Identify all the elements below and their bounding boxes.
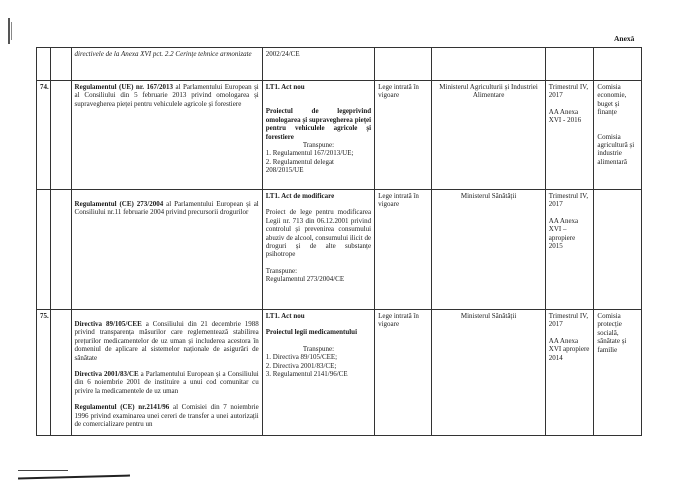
- footnote-rule: [18, 470, 68, 471]
- empty-cell: [51, 310, 72, 436]
- row-number: 74.: [37, 81, 51, 190]
- empty-cell: [375, 48, 432, 81]
- row-number: 75.: [37, 310, 51, 436]
- transpose-item: 3. Regulamentul 2141/96/CE: [265, 370, 348, 379]
- national-act-cell: [262, 310, 374, 436]
- transpose-label: Transpune:: [302, 344, 335, 353]
- eu-act-cell: Directiva 89/105/CEE a Consiliului din 21 decembrie 1988 privind transparența măsurilor care reglementează stabilirea prețurilor medicamentelor de uz uman și includerea acestora în domeniul de aplicare al sistemelor naționale de asigurări de sănătate Directiva 2001/83/CE a Parlamentului European și a Consiliului din 6 noiembrie 2001 de instituire a unui cod comunitar cu privire la medicamentele de uz uman Regulamentul (CE) nr.2141/96 al Comisiei din 7 noiembrie 1996 privind examinarea unei cereri de transfer a unei autorizații de comercializare pentru un: [71, 310, 262, 436]
- transpose-label: Transpune:: [302, 141, 335, 150]
- annex-label: Anexă: [614, 34, 635, 43]
- eu-act-cell: Regulamentul (CE) 273/2004 al Parlamentului European și al Consiliului nr.11 februarie 2004 privind precursorii drogurilor: [71, 190, 262, 310]
- act-type: LT1. Act de modificare: [265, 192, 335, 200]
- footnote-rule: [18, 475, 130, 480]
- empty-cell: [545, 48, 594, 81]
- project-title: Proiect de lege pentru modificarea Legii nr. 713 din 06.12.2001 privind controlul și prevenirea consumului abuziv de alcool, consumului ilicit de droguri și de alte substanțe psihotrope: [265, 208, 372, 259]
- empty-cell: [51, 190, 72, 310]
- empty-cell: [594, 48, 642, 81]
- scan-artifact: [8, 18, 10, 44]
- institution-cell: Ministerul Sănătății: [432, 310, 545, 436]
- term-cell: Trimestrul IV, 2017 AA Anexa XVI - 2016: [545, 81, 594, 190]
- status-cell: Lege intrată în vigoare: [375, 81, 432, 190]
- empty-cell: [51, 48, 72, 81]
- scan-artifact: [11, 22, 12, 40]
- committee-cell: [594, 190, 642, 310]
- term-cell: Trimestrul IV, 2017 AA Anexa XVI apropiere 2014: [545, 310, 594, 436]
- project-title: Proiectul legii medicamentului: [265, 328, 358, 337]
- table-row: [37, 190, 642, 310]
- table-row: [37, 310, 642, 436]
- table-row: [37, 81, 642, 190]
- institution-cell: Ministerul Sănătății: [432, 190, 545, 310]
- transpose-item: 1. Regulamentul 167/2013/UE;: [265, 149, 354, 158]
- status-cell: Lege intrată în vigoare: [375, 310, 432, 436]
- empty-cell: [432, 48, 545, 81]
- eu-act-cell: Regulamentul (UE) nr. 167/2013 al Parlamentului European și al Consiliului din 5 februarie 2013 privind omologarea și supravegherea pieței pentru vehiculele agricole și forestiere: [71, 81, 262, 190]
- transpose-item: 1. Directiva 89/105/CEE;: [265, 353, 338, 362]
- row-number: [37, 48, 51, 81]
- eu-act-cell: directivele de la Anexa XVI pct. 2.2 Cerințe tehnice armonizate: [71, 48, 262, 81]
- term-cell: Trimestrul IV, 2017 AA Anexa XVI – apropiere 2015: [545, 190, 594, 310]
- table-row: [37, 48, 642, 81]
- institution-cell: Ministerul Agriculturii și Industriei Alimentare: [432, 81, 545, 190]
- row-number: [37, 190, 51, 310]
- legislation-table: [36, 47, 642, 436]
- empty-cell: [51, 81, 72, 190]
- act-type: LT1. Act nou: [265, 83, 305, 91]
- transpose-item: Regulamentul 273/2004/CE: [265, 275, 345, 284]
- national-act-cell: [262, 81, 374, 190]
- project-title: Proiectul de legeprivind omologarea și supravegherea pieței pentru vehiculele agricole și forestiere: [265, 107, 372, 141]
- national-act-cell: [262, 190, 374, 310]
- act-type: LT1. Act nou: [265, 312, 305, 320]
- transpose-item: 2. Directiva 2001/83/CE;: [265, 361, 337, 370]
- committee-cell: Comisia protecție socială, sănătate și familie: [594, 310, 642, 436]
- committee-cell: Comisia economie, buget și finanțe Comisia agricultură și industrie alimentară: [594, 81, 642, 190]
- transpose-item: 2. Regulamentul delegat 208/2015/UE: [265, 157, 334, 175]
- transpose-label: Transpune:: [265, 266, 298, 275]
- national-act-cell: 2002/24/CE: [262, 48, 374, 81]
- status-cell: Lege intrată în vigoare: [375, 190, 432, 310]
